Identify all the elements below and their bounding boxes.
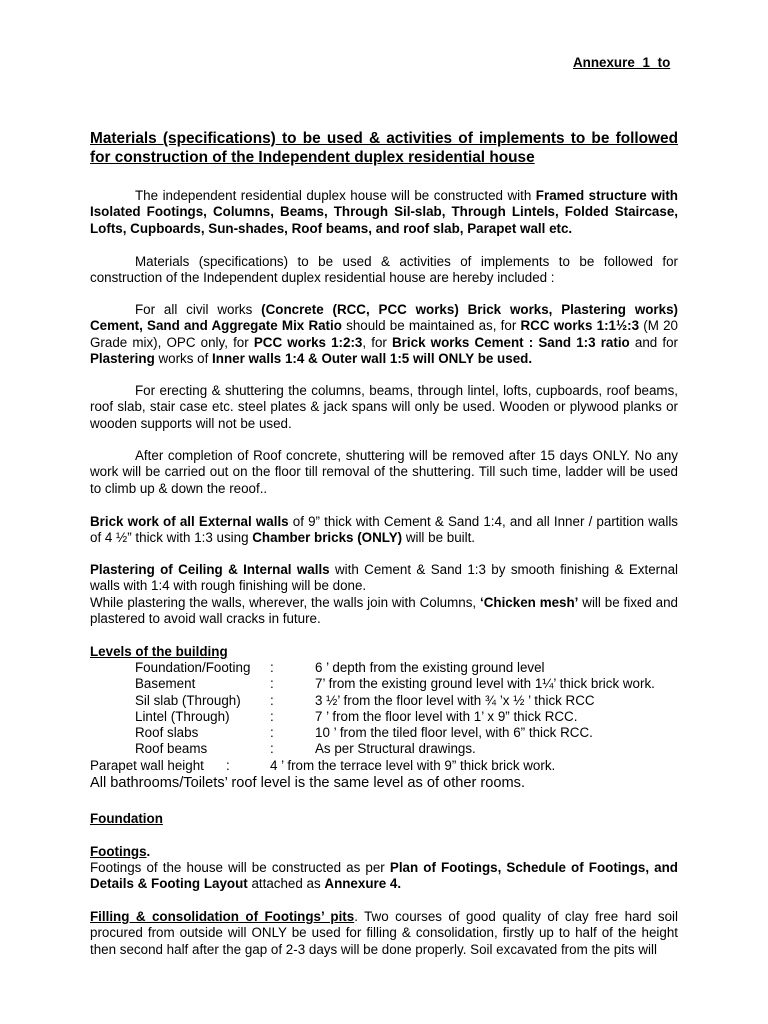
- level-separator: :: [270, 693, 274, 708]
- level-value: 7 ’ from the floor level with 1’ x 9” thick RCC.: [315, 709, 578, 724]
- text-run: . Two courses of good quality of clay free hard soil procured from outside will ONLY be used for filling & consolidation, firstly up to half of the height then second half after the gap of 2-3 days will be done properly. Soil excavated from the pits will: [90, 909, 678, 957]
- level-label: Lintel (Through): [135, 709, 230, 724]
- text-run: The independent residential duplex house will be constructed with: [135, 188, 536, 203]
- levels-heading: Levels of the building: [90, 644, 228, 659]
- level-label: Foundation/Footing: [135, 660, 251, 675]
- bold-text-run: PCC works 1:2:3: [253, 334, 363, 350]
- text-run: , for: [362, 334, 393, 350]
- level-separator: :: [226, 758, 230, 773]
- paragraph-chicken-mesh: [90, 595, 678, 628]
- bold-text-run: Chamber bricks (ONLY): [252, 530, 403, 546]
- level-value: 6 ’ depth from the existing ground level: [315, 660, 545, 675]
- footings-heading-dot: .: [146, 844, 151, 859]
- bold-text-run: Brick works Cement : Sand 1:3 ratio: [392, 334, 630, 350]
- level-separator: :: [270, 660, 274, 675]
- levels-row: [0, 676, 680, 692]
- text-run: For erecting & shuttering the columns, beams, through lintel, lofts, cupboards, roof beams, roof slab, stair case etc. steel plates & jack spans will only be used. Wooden or plywood planks or wooden supports will not be used.: [90, 383, 678, 431]
- text-run: will be built.: [402, 530, 476, 546]
- paragraph-shuttering: [90, 383, 678, 432]
- bold-text-run: Inner walls 1:4 & Outer wall 1:5 will ONLY be used.: [212, 351, 533, 367]
- level-label: Sil slab (Through): [135, 693, 241, 708]
- text-run: While plastering the walls, wherever, the walls join with Columns,: [90, 595, 481, 610]
- level-value: 4 ’ from the terrace level with 9” thick brick work.: [270, 758, 556, 773]
- levels-row: [0, 693, 680, 709]
- paragraph-construction-type: [90, 188, 678, 237]
- text-run: with Cement & Sand 1:3 by smooth finishing & External walls with 1:4 with rough finishing will be done.: [90, 562, 678, 594]
- level-label: Roof beams: [135, 741, 208, 756]
- text-run: should be maintained as, for: [341, 318, 521, 334]
- levels-note: All bathrooms/Toilets’ roof level is the same level as of other rooms.: [90, 775, 526, 791]
- level-label: Basement: [135, 676, 196, 691]
- bold-text-run: Annexure 4.: [324, 876, 402, 892]
- text-run: will be fixed and plastered to avoid wall cracks in future.: [90, 595, 679, 627]
- text-run: After completion of Roof concrete, shuttering will be removed after 15 days ONLY. No any work will be carried out on the floor till removal of the shuttering. Till such time, ladder will be used to climb up & down the reoof..: [90, 448, 678, 496]
- text-run: Footings of the house will be constructed as per: [90, 860, 390, 875]
- levels-row-parapet: [0, 758, 680, 774]
- bold-text-run: (Concrete (RCC, PCC works) Brick works, Plastering works) Cement, Sand and Aggregate Mix Ratio: [90, 302, 678, 334]
- paragraph-materials-intro: [90, 254, 678, 287]
- paragraph-brick-work: [90, 514, 678, 547]
- level-value: 7’ from the existing ground level with 1¼’ thick brick work.: [315, 676, 655, 691]
- text-run: (M 20 Grade mix), OPC only, for: [90, 318, 678, 350]
- bold-text-run: Filling & consolidation of Footings’ pits: [90, 909, 355, 924]
- document-title: Materials (specifications) to be used & activities of implements to be followed for construction of the Independent duplex residential house: [90, 130, 678, 166]
- footings-heading-line: [90, 844, 150, 860]
- level-label: Roof slabs: [135, 725, 199, 740]
- level-value: 3 ½’ from the floor level with ¾ ’x ½ ’ thick RCC: [315, 693, 595, 708]
- text-run: works of: [154, 351, 213, 367]
- paragraph-roof-concrete: [90, 448, 678, 497]
- level-value: As per Structural drawings.: [315, 741, 476, 756]
- footings-heading: Footings: [90, 844, 147, 859]
- bold-text-run: Brick work of all External walls: [90, 514, 289, 529]
- bold-text-run: Plastering: [90, 351, 155, 367]
- bold-text-run: RCC works 1:1½:3: [520, 318, 640, 334]
- paragraph-filling-consolidation: [90, 909, 678, 958]
- annexure-label: Annexure 1 to: [573, 55, 671, 70]
- paragraph-plastering: [90, 562, 678, 595]
- level-value: 10 ’ from the tiled floor level, with 6” thick RCC.: [315, 725, 593, 740]
- levels-row: [0, 725, 680, 741]
- levels-row: [0, 709, 680, 725]
- text-run: For all civil works: [135, 302, 262, 317]
- text-run: and for: [629, 334, 678, 350]
- text-run: Materials (specifications) to be used & activities of implements to be followed for construction of the Independent duplex residential house are hereby included :: [90, 254, 678, 286]
- level-label: Parapet wall height: [90, 758, 204, 773]
- text-run: of 9” thick with Cement & Sand 1:4, and all Inner / partition walls of 4 ½” thick with 1:3 using: [90, 514, 678, 546]
- levels-row: [0, 660, 680, 676]
- levels-row: [0, 741, 680, 757]
- foundation-heading: Foundation: [90, 811, 163, 826]
- level-separator: :: [270, 676, 274, 691]
- paragraph-footings: [90, 860, 678, 893]
- level-separator: :: [270, 725, 274, 740]
- level-separator: :: [270, 741, 274, 756]
- paragraph-mix-ratios: [90, 302, 678, 368]
- bold-text-run: Plastering of Ceiling & Internal walls: [90, 562, 330, 577]
- bold-text-run: ‘Chicken mesh’: [480, 595, 579, 610]
- level-separator: :: [270, 709, 274, 724]
- bold-text-run: Plan of Footings, Schedule of Footings, and Details & Footing Layout: [90, 860, 678, 892]
- text-run: attached as: [247, 876, 325, 892]
- bold-text-run: Framed structure with Isolated Footings, Columns, Beams, Through Sil-slab, Through Lintels, Folded Staircase, Lofts, Cupboards, Sun-shades, Roof beams, and roof slab, Parapet wall etc.: [90, 188, 678, 236]
